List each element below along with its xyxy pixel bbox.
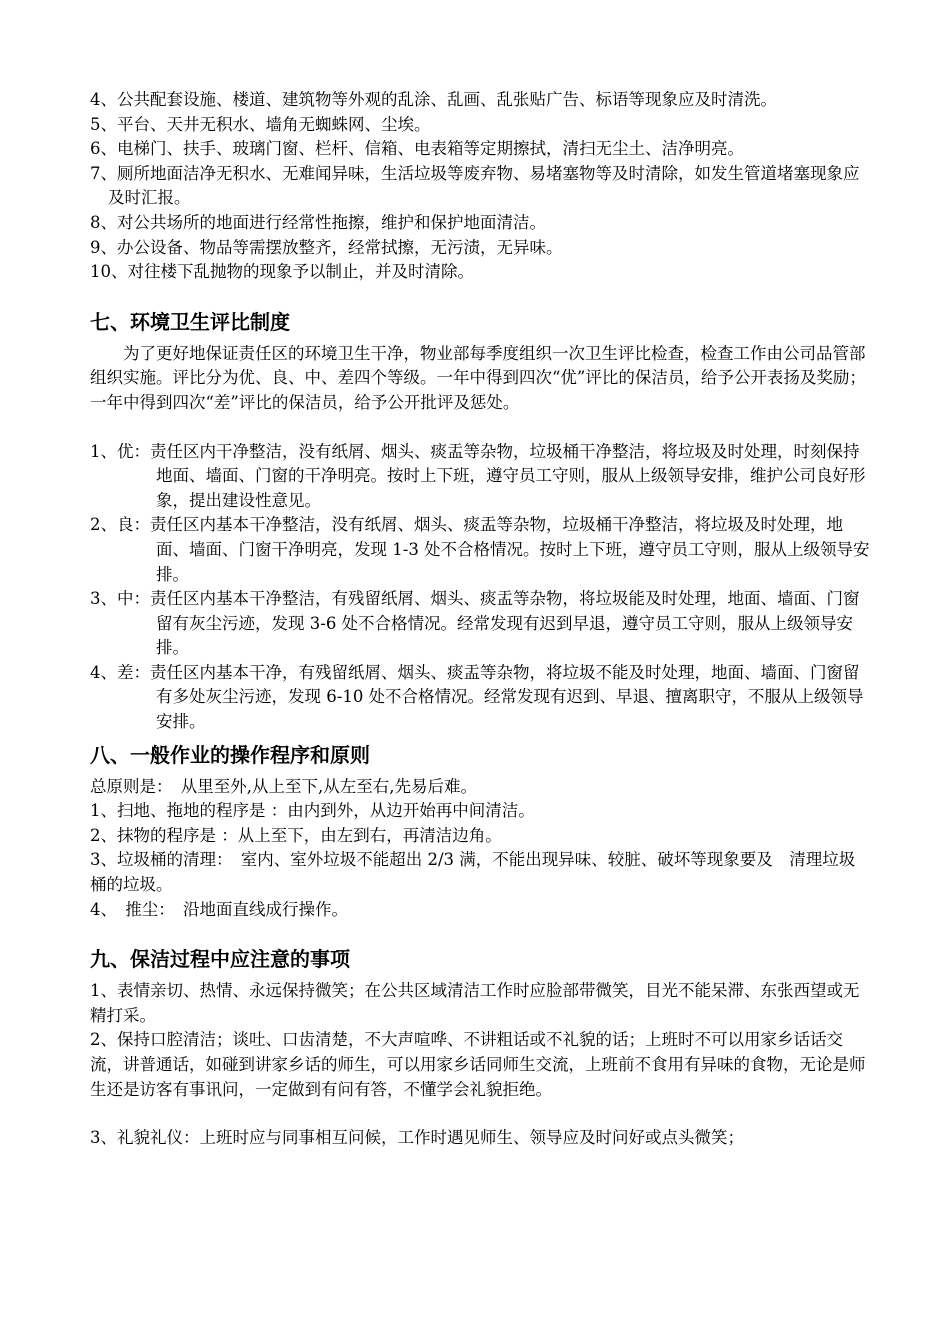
list-item: 1、扫地、拖地的程序是 ：由内到外，从边开始再中间清洁。 [90, 801, 535, 821]
grade-item: 2、良：责任区内基本干净整洁，没有纸屑、烟头、痰盂等杂物，垃圾桶干净整洁，将垃圾及时处理，地面、墙面、门窗干净明亮，发现 1-3 处不合格情况。按时上下班，遵守员工守则，服从上级领导安排。 [90, 515, 870, 584]
list-item: 2、保持口腔清洁；谈吐、口齿清楚，不大声喧哗、不讲粗话或不礼貌的话；上班时不可以用家乡话话交流，讲普通话，如碰到讲家乡话的师生，可以用家乡话同师生交流，上班前不食用有异味的食物，无论是师生还是访客有事讯问，一定做到有问有答，不懂学会礼貌拒绝。 [90, 1030, 866, 1099]
section-heading: 九、保洁过程中应注意的事项 [90, 947, 350, 972]
list-item: 1、表情亲切、热情、永远保持微笑；在公共区域清洁工作时应脸部带微笑，目光不能呆滞、东张西望或无精打采。 [90, 981, 860, 1025]
list-item: 7、厕所地面洁净无积水、无难闻异味，生活垃圾等废弃物、易堵塞物等及时清除，如发生管道堵塞现象应及时汇报。 [90, 163, 860, 208]
list-item: 2、抹物的程序是 ：从上至下，由左到右，再清洁边角。 [90, 825, 502, 845]
grade-item: 4、差：责任区内基本干净，有残留纸屑、烟头、痰盂等杂物，将垃圾不能及时处理，地面、墙面、门窗留有多处灰尘污迹，发现 6-10 处不合格情况。经常发现有迟到、早退、擅离职守，不服从上级领导安排。 [90, 662, 864, 732]
section-heading: 八、一般作业的操作程序和原则 [90, 742, 370, 767]
list-item: 5、平台、天井无积水、墙角无蜘蛛网、尘埃。 [90, 114, 431, 134]
list-item: 10、对往楼下乱抛物的现象予以制止，并及时清除。 [90, 262, 474, 282]
list-item: 总原则是： 从里至外,从上至下,从左至右,先易后难。 [90, 776, 477, 796]
grade-item: 3、中：责任区内基本干净整洁，有残留纸屑、烟头、痰盂等杂物，将垃圾能及时处理，地面、墙面、门窗留有灰尘污迹，发现 3-6 处不合格情况。经常发现有迟到早退，遵守员工守则，服从上级领导安排。 [90, 589, 860, 658]
list-item: 4、公共配套设施、楼道、建筑物等外观的乱涂、乱画、乱张贴广告、标语等现象应及时清洗。 [90, 90, 777, 109]
list-item: 3、垃圾桶的清理： 室内、室外垃圾不能超出 2/3 满，不能出现异味、较脏、破坏等现象要及 清理垃圾桶的垃圾。 [90, 850, 856, 895]
section-intro: 为了更好地保证责任区的环境卫生干净，物业部每季度组织一次卫生评比检查，检查工作由公司品管部组织实施。评比分为优、良、中、差四个等级。一年中得到四次“优”评比的保洁员，给予公开表扬及奖励；一年中得到四次“差”评比的保洁员，给予公开批评及惩处。 [90, 343, 866, 412]
list-item: 4、 推尘： 沿地面直线成行操作。 [90, 899, 348, 919]
list-item: 8、对公共场所的地面进行经常性拖擦，维护和保护地面清洁。 [90, 212, 546, 232]
section-heading: 七、环境卫生评比制度 [90, 309, 290, 334]
list-item: 3、礼貌礼仪：上班时应与同事相互问候，工作时遇见师生、领导应及时问好或点头微笑； [90, 1128, 744, 1148]
document-page [90, 88, 870, 1151]
list-item: 6、电梯门、扶手、玻璃门窗、栏杆、信箱、电表箱等定期擦拭，清扫无尘土、洁净明亮。 [90, 139, 744, 159]
list-item: 9、办公设备、物品等需摆放整齐，经常拭擦，无污渍，无异味。 [90, 237, 563, 257]
grade-item: 1、优：责任区内干净整洁，没有纸屑、烟头、痰盂等杂物，垃圾桶干净整洁，将垃圾及时处理，时刻保持地面、墙面、门窗的干净明亮。按时上下班，遵守员工守则，服从上级领导安排，维护公司良好形象，提出建设性意见。 [90, 441, 866, 510]
